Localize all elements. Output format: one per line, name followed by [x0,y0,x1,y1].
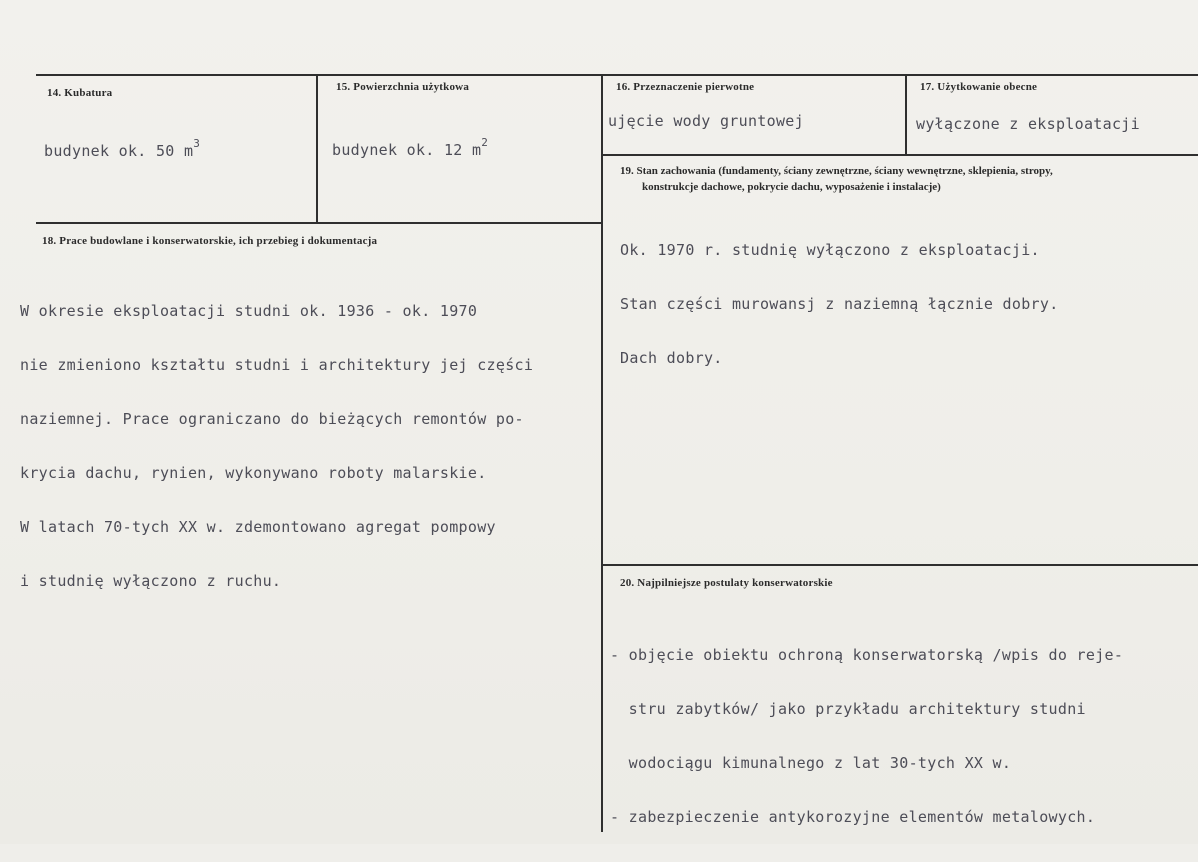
field-15-text: budynek ok. 12 m [332,141,482,159]
field-16-label: 16. Przeznaczenie pierwotne [616,81,755,93]
field-19-label-line-2: konstrukcje dachowe, pokrycie dachu, wyposażenie i instalacje) [642,181,941,193]
field-18-line: W okresie eksploatacji studni ok. 1936 - ok. 1970 [20,302,478,320]
field-19-line: Dach dobry. [620,349,723,367]
field-14-label: 14. Kubatura [47,87,113,99]
field-17-value: wyłączone z eksploatacji [916,115,1140,133]
field-19-label [620,163,1190,195]
field-18-line: nie zmieniono kształtu studni i architektury jej części [20,356,534,374]
field-18-line: W latach 70-tych XX w. zdemontowano agregat pompowy [20,518,496,536]
divider-16-17 [905,74,907,154]
divider-center [601,74,603,832]
field-20-label: 20. Najpilniejsze postulaty konserwatorskie [620,577,833,589]
field-14-value [44,137,200,160]
field-16-value: ujęcie wody gruntowej [608,112,804,130]
field-20-line: wodociągu kimunalnego z lat 30-tych XX w. [610,754,1012,772]
field-15-unit-exponent: 2 [481,136,489,149]
field-18-label: 18. Prace budowlane i konserwatorskie, ich przebieg i dokumentacja [42,235,378,247]
field-19-line: Stan części murowansj z naziemną łącznie dobry. [620,295,1059,313]
rule-under-16-17 [602,154,1198,156]
top-rule [36,74,1198,76]
field-19-text [620,205,1059,403]
field-15-label: 15. Powierzchnia użytkowa [336,81,470,93]
field-14-text: budynek ok. 50 m [44,142,194,160]
rule-under-14-15 [36,222,602,224]
field-15-value [332,136,488,159]
field-17-label: 17. Użytkowanie obecne [920,81,1038,93]
field-20-text [610,610,1123,862]
field-18-line: krycia dachu, rynien, wykonywano roboty malarskie. [20,464,487,482]
field-20-line: - objęcie obiektu ochroną konserwatorską /wpis do reje- [610,646,1124,664]
field-14-unit-exponent: 3 [193,137,201,150]
field-20-line: - zabezpieczenie antykorozyjne elementów metalowych. [610,808,1096,826]
field-20-line: stru zabytków/ jako przykładu architektury studni [610,700,1086,718]
field-18-line: naziemnej. Prace ograniczano do bieżących remontów po- [20,410,524,428]
field-18-line: i studnię wyłączono z ruchu. [20,572,282,590]
rule-above-20 [602,564,1198,566]
divider-14-15 [316,74,318,222]
field-18-text [20,266,533,626]
field-19-line: Ok. 1970 r. studnię wyłączono z eksploatacji. [620,241,1040,259]
field-19-label-line-1: 19. Stan zachowania (fundamenty, ściany zewnętrzne, ściany wewnętrzne, sklepienia, stropy, [620,165,1053,177]
